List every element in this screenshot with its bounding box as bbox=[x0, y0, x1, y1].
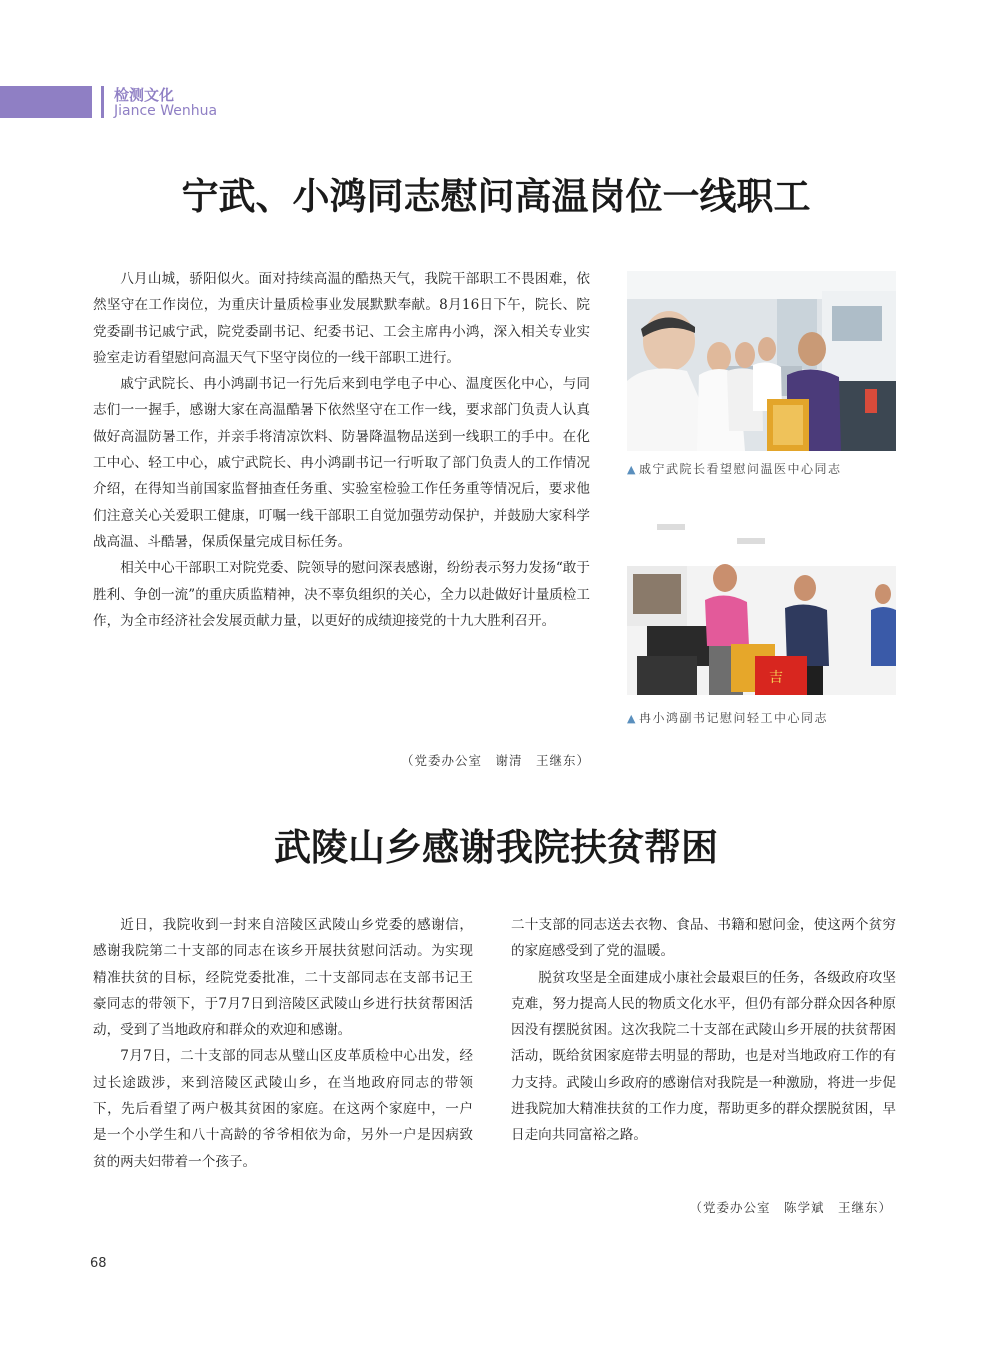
section-color-bar bbox=[0, 86, 92, 118]
article1-credit: （党委办公室 谢清 王继东） bbox=[400, 753, 590, 768]
section-title-en: Jiance Wenhua bbox=[114, 103, 218, 119]
page-number: 68 bbox=[90, 1256, 107, 1271]
photo1-caption-text: 戚宁武院长看望慰问温医中心同志 bbox=[638, 462, 842, 476]
caption-triangle-icon: ▲ bbox=[627, 463, 637, 476]
article2-credit: （党委办公室 陈学斌 王继东） bbox=[689, 1200, 892, 1215]
article2-paragraph-2-continued: 二十支部的同志送去衣物、食品、书籍和慰问金，使这两个贫穷的家庭感受到了党的温暖。 bbox=[511, 917, 896, 960]
caption-triangle-icon: ▲ bbox=[627, 712, 637, 725]
article1-paragraph-1: 八月山城，骄阳似火。面对持续高温的酷热天气，我院干部职工不畏困难，依然坚守在工作岗位，为重庆计量质检事业发展默默奉献。8月16日下午，院长、院党委副书记戚宁武，院党委副书记、纪委书记、工会主席冉小鸿，深入相关专业实验室走访看望慰问高温天气下坚守岗位的一线干部职工进行。 bbox=[93, 271, 590, 366]
article1-body bbox=[93, 266, 590, 634]
article2-paragraph-3: 脱贫攻坚是全面建成小康社会最艰巨的任务，各级政府攻坚克难，努力提高人民的物质文化水平，但仍有部分群众因各种原因没有摆脱贫困。这次我院二十支部在武陵山乡开展的扶贫帮困活动，既给贫困家庭带去明显的帮助，也是对当地政府工作的有力支持。武陵山乡政府的感谢信对我院是一种激励，将进一步促进我院加大精准扶贫的工作力度，帮助更多的群众摆脱贫困，早日走向共同富裕之路。 bbox=[511, 969, 896, 1144]
article1-title: 宁武、小鸿同志慰问高温岗位一线职工 bbox=[181, 175, 811, 218]
article2-title: 武陵山乡感谢我院扶贫帮困 bbox=[274, 826, 718, 869]
photo2-caption-text: 冉小鸿副书记慰问轻工中心同志 bbox=[638, 711, 828, 725]
article2-paragraph-2: 7月7日，二十支部的同志从璧山区皮革质检中心出发，经过长途跋涉，来到涪陵区武陵山乡，在当地政府同志的带领下，先后看望了两户极其贫困的家庭。在这两个家庭中，一户是一个小学生和八十高龄的爷爷相依为命，另外一户是因病致贫的两夫妇带着一个孩子。 bbox=[93, 1048, 473, 1170]
section-divider bbox=[101, 86, 104, 118]
article2-paragraph-1: 近日，我院收到一封来自涪陵区武陵山乡党委的感谢信，感谢我院第二十支部的同志在该乡开展扶贫慰问活动。为实现精准扶贫的目标，经院党委批准，二十支部同志在支部书记王豪同志的带领下，于7月7日到涪陵区武陵山乡进行扶贫帮困活动，受到了当地政府和群众的欢迎和感谢。 bbox=[93, 917, 473, 1039]
section-title-cn: 检测文化 bbox=[114, 86, 175, 104]
photo-lab-visit bbox=[627, 271, 896, 451]
article2-left-column bbox=[93, 912, 473, 1175]
photo-gift-giving bbox=[627, 516, 896, 695]
article1-paragraph-3: 相关中心干部职工对院党委、院领导的慰问深表感谢，纷纷表示努力发扬“敢于胜利、争创一流”的重庆质监精神，决不辜负组织的关心，全力以赴做好计量质检工作，为全市经济社会发展贡献力量，以更好的成绩迎接党的十九大胜利召开。 bbox=[93, 560, 590, 629]
photo1-caption bbox=[627, 460, 841, 477]
article2-right-column bbox=[511, 912, 896, 1149]
bag-character: 吉 bbox=[769, 670, 783, 686]
photo2-caption bbox=[627, 709, 828, 726]
article1-paragraph-2: 戚宁武院长、冉小鸿副书记一行先后来到电学电子中心、温度医化中心，与同志们一一握手，感谢大家在高温酷暑下依然坚守在工作一线，要求部门负责人认真做好高温防暑工作，并亲手将清凉饮料、防暑降温物品送到一线职工的手中。在化工中心、轻工中心，戚宁武院长、冉小鸿副书记一行听取了部门负责人的工作情况介绍，在得知当前国家监督抽查任务重、实验室检验工作任务重等情况后，要求他们注意关心关爱职工健康，叮嘱一线干部职工自觉加强劳动保护，并鼓励大家科学战高温、斗酷暑，保质保量完成目标任务。 bbox=[93, 376, 590, 550]
